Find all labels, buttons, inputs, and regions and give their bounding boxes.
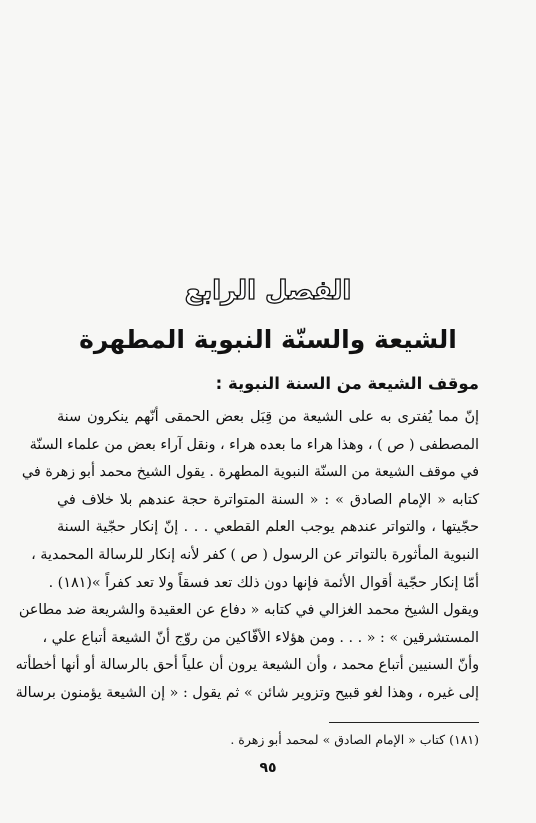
body-line: المصطفى ( ص ) ، وهذا هراء ما بعده هراء ، ونقل آراء بعض من علماء السنّة xyxy=(29,436,479,453)
body-line: ويقول الشيخ محمد الغزالي في كتابه « دفاع عن العقيدة والشريعة ضد مطاعن xyxy=(18,602,479,619)
body-line: إنّ مما يُفترى به على الشيعة من قِبَل بعض الحمقى أنّهم ينكرون سنة xyxy=(57,409,479,425)
body-line: النبوية المأثورة بالتواتر عن الرسول ( ص ) كفر لأنه إنكار للرسالة المحمدية ، xyxy=(31,546,479,563)
body-line: المستشرقين » : « . . . ومن هؤلاء الأفّاكين من روّج أنّ الشيعة أتباع علي ، xyxy=(42,629,479,646)
body-line: حجّيتها ، والتواتر عندهم يوجب العلم القطعي . . . إنّ إنكار حجّية السنة xyxy=(57,519,479,536)
footnote-divider xyxy=(329,722,479,723)
footnote: (١٨١) كتاب « الإمام الصادق » لمحمد أبو زهرة . xyxy=(230,732,479,747)
body-line: في موقف الشيعة من السنّة النبوية المطهرة . يقول الشيخ محمد أبو زهرة في xyxy=(21,464,479,481)
body-line: أمّا إنكار حجّية أقوال الأئمة فإنها دون ذلك تعد فسقاً ولا تعد كفراً »(١٨١) . xyxy=(48,574,479,591)
page-number: ٩٥ xyxy=(259,760,277,776)
body-line: كتابه « الإمام الصادق » : « السنة المتواترة حجة عندهم بلا خلاف في xyxy=(57,491,479,508)
body-line: إلى غيره ، وهذا لغو قبيح وتزوير شائن » ثم يقول : « إن الشيعة يؤمنون برسالة xyxy=(15,684,479,701)
chapter-title: الشيعة والسنّة النبوية المطهرة xyxy=(79,325,457,354)
chapter-label: الفصل الرابع xyxy=(184,276,352,306)
body-text xyxy=(15,404,479,708)
section-heading: موقف الشيعة من السنة النبوية : xyxy=(215,374,479,393)
body-line: وأنّ السنيين أتباع محمد ، وأن الشيعة يرون أن علياً أحق بالرسالة أو أنها أخطأته xyxy=(15,657,479,674)
